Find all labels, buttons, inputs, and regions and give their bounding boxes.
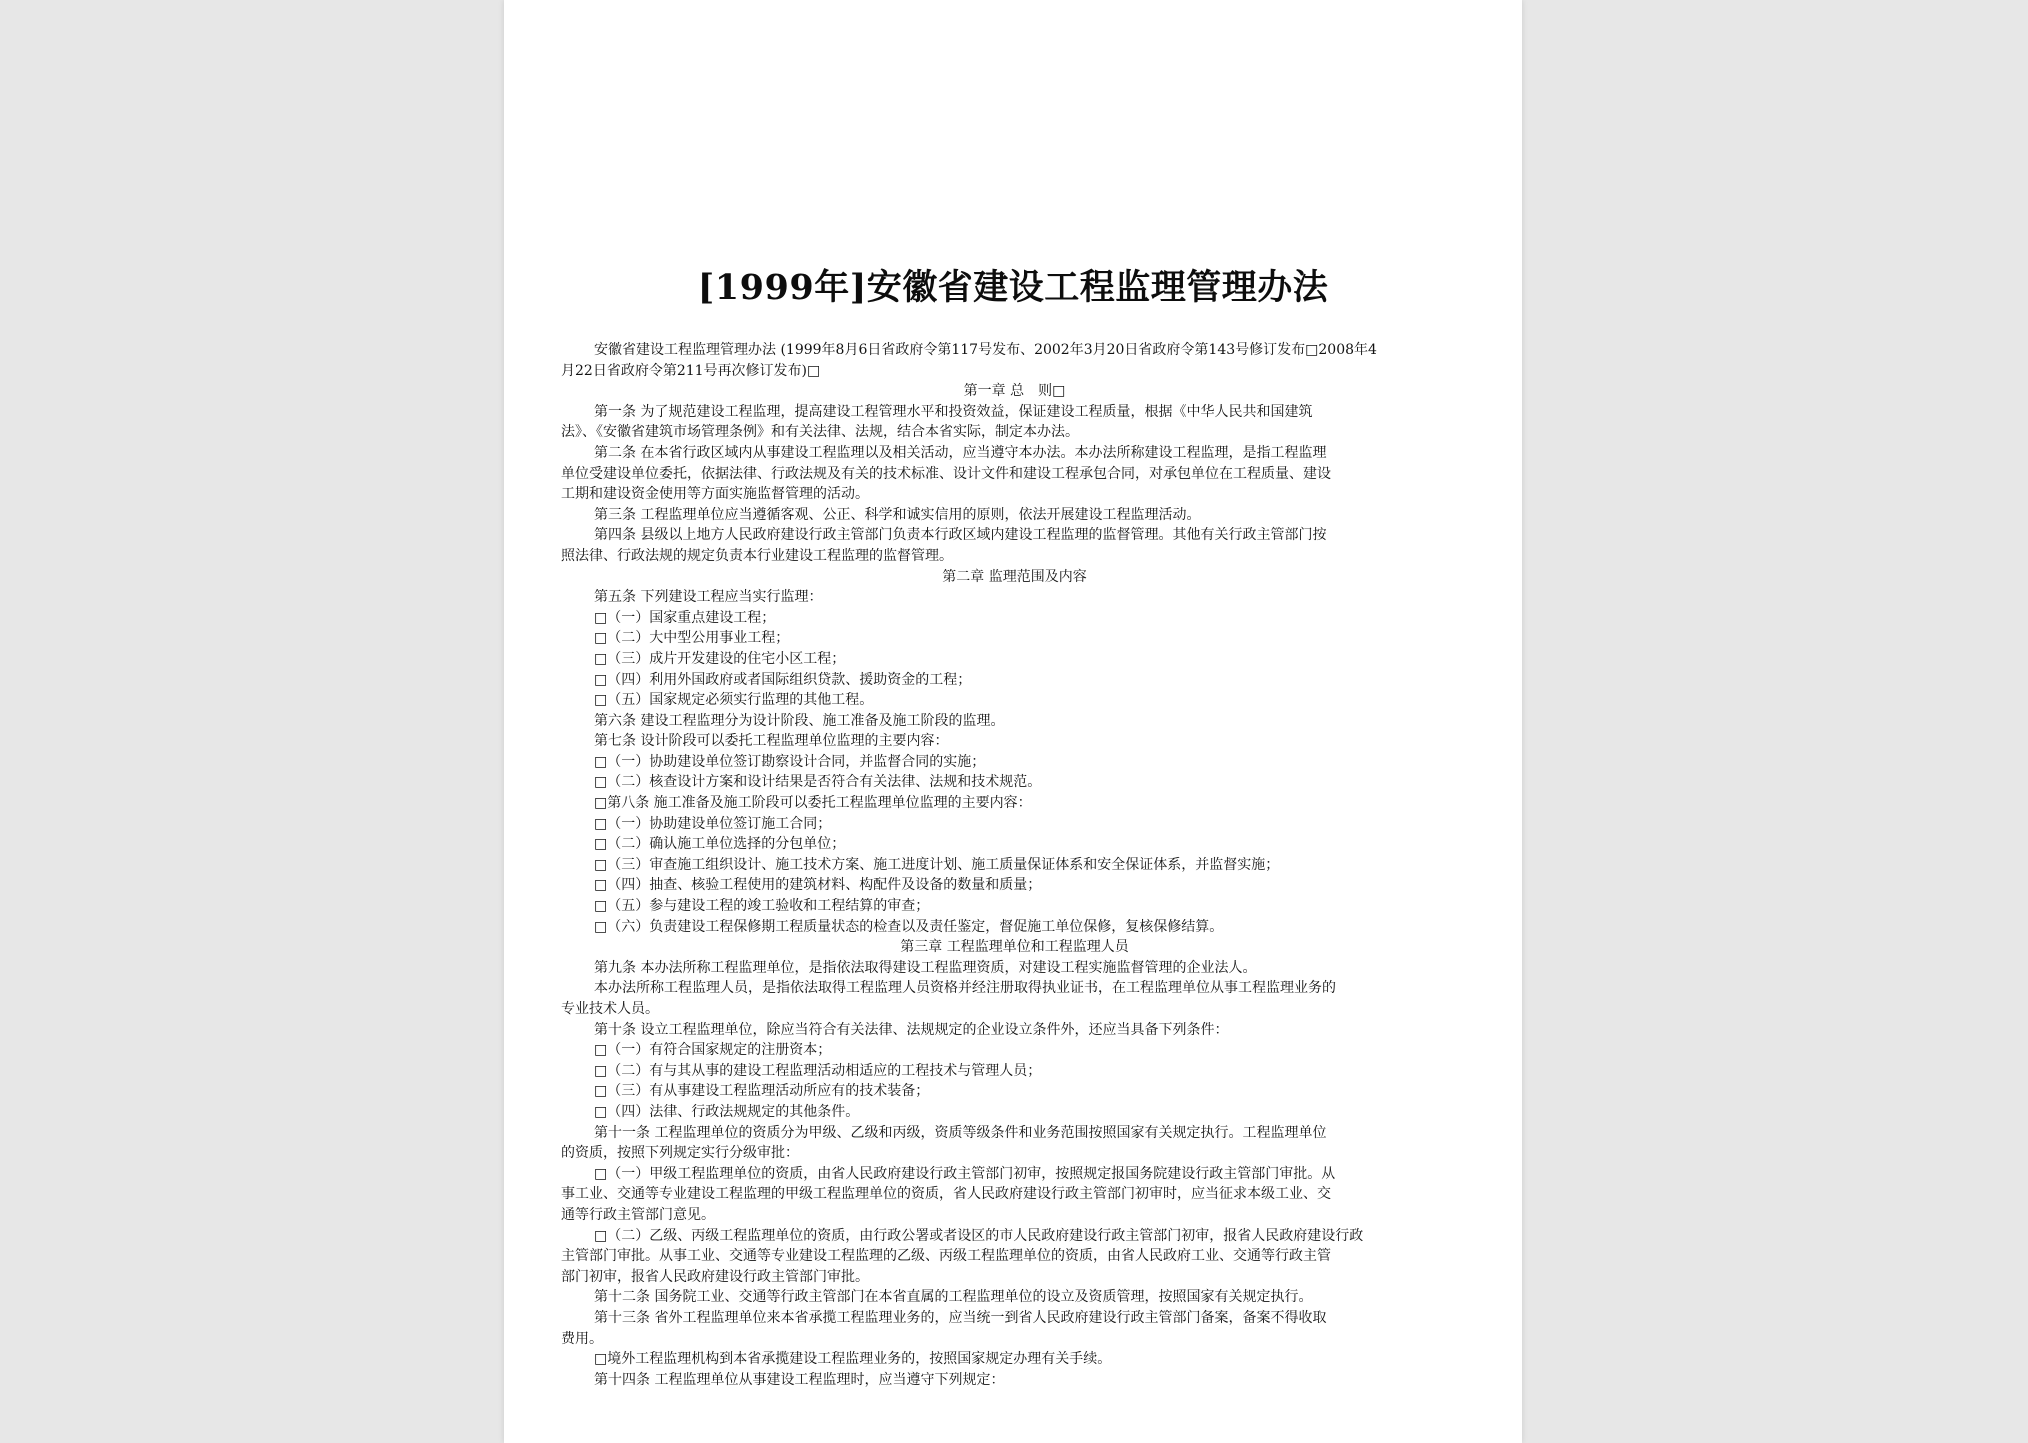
text-line: □（四）法律、行政法规规定的其他条件。 <box>594 1103 860 1120</box>
text-line: □（二）核查设计方案和设计结果是否符合有关法律、法规和技术规范。 <box>594 774 1042 791</box>
text-line: □（一）协助建设单位签订施工合同； <box>594 815 832 832</box>
text-line: 第十四条 工程监理单位从事建设工程监理时，应当遵守下列规定： <box>594 1371 1005 1388</box>
text-line: □（一）协助建设单位签订勘察设计合同，并监督合同的实施； <box>594 753 986 770</box>
text-line: □（三）成片开发建设的住宅小区工程； <box>594 650 846 667</box>
text-line: □（一）甲级工程监理单位的资质，由省人民政府建设行政主管部门初审，按照规定报国务院建设行政主管部门审批。从 <box>594 1165 1336 1182</box>
text-line: 第五条 下列建设工程应当实行监理： <box>594 589 823 606</box>
text-line: 单位受建设单位委托，依据法律、行政法规及有关的技术标准、设计文件和建设工程承包合同，对承包单位在工程质量、建设 <box>561 465 1331 482</box>
text-line: □（一）国家重点建设工程； <box>594 609 776 626</box>
text-line: 法》、《安徽省建筑市场管理条例》和有关法律、法规，结合本省实际，制定本办法。 <box>561 424 1079 441</box>
chapter-heading: 第一章 总 则□ <box>963 383 1066 400</box>
text-line: 本办法所称工程监理人员，是指依法取得工程监理人员资格并经注册取得执业证书，在工程监理单位从事工程监理业务的 <box>594 980 1336 997</box>
text-line: 第七条 设计阶段可以委托工程监理单位监理的主要内容： <box>594 733 949 750</box>
text-line: 第一条 为了规范建设工程监理，提高建设工程管理水平和投资效益，保证建设工程质量，根据《中华人民共和国建筑 <box>594 403 1313 420</box>
document-title: [1999年]安徽省建设工程监理管理办法 <box>697 267 1329 308</box>
text-line: 第六条 建设工程监理分为设计阶段、施工准备及施工阶段的监理。 <box>594 712 1005 729</box>
text-line: □（五）国家规定必须实行监理的其他工程。 <box>594 692 874 709</box>
document-page <box>504 0 1522 1443</box>
text-line: □（五）参与建设工程的竣工验收和工程结算的审查； <box>594 898 930 915</box>
text-line: □（一）有符合国家规定的注册资本； <box>594 1042 832 1059</box>
text-line: 费用。 <box>561 1330 603 1347</box>
text-line: 第十条 设立工程监理单位，除应当符合有关法律、法规规定的企业设立条件外，还应当具备下列条件： <box>594 1021 1229 1038</box>
text-line: □（二）乙级、丙级工程监理单位的资质，由行政公署或者设区的市人民政府建设行政主管部门初审，报省人民政府建设行政 <box>594 1227 1364 1244</box>
text-line: 第四条 县级以上地方人民政府建设行政主管部门负责本行政区域内建设工程监理的监督管理。其他有关行政主管部门按 <box>594 527 1327 544</box>
text-line: □（二）有与其从事的建设工程监理活动相适应的工程技术与管理人员； <box>594 1062 1042 1079</box>
text-line: 通等行政主管部门意见。 <box>561 1206 715 1223</box>
text-line: □（二）大中型公用事业工程； <box>594 630 790 647</box>
text-line: □（三）有从事建设工程监理活动所应有的技术装备； <box>594 1083 930 1100</box>
text-line: □第八条 施工准备及施工阶段可以委托工程监理单位监理的主要内容： <box>594 795 1032 812</box>
text-line: □（二）确认施工单位选择的分包单位； <box>594 836 846 853</box>
text-line: □（四）利用外国政府或者国际组织贷款、援助资金的工程； <box>594 671 972 688</box>
chapter-heading: 第三章 工程监理单位和工程监理人员 <box>900 939 1129 956</box>
text-line: 照法律、行政法规的规定负责本行业建设工程监理的监督管理。 <box>561 547 953 564</box>
text-line: □（六）负责建设工程保修期工程质量状态的检查以及责任鉴定，督促施工单位保修，复核保修结算。 <box>594 918 1224 935</box>
text-line: 第十二条 国务院工业、交通等行政主管部门在本省直属的工程监理单位的设立及资质管理，按照国家有关规定执行。 <box>594 1289 1313 1306</box>
document-body <box>561 340 1468 1390</box>
text-line: 工期和建设资金使用等方面实施监督管理的活动。 <box>561 486 869 503</box>
text-line: □（三）审查施工组织设计、施工技术方案、施工进度计划、施工质量保证体系和安全保证体系，并监督实施； <box>594 856 1280 873</box>
chapter-heading: 第二章 监理范围及内容 <box>942 568 1087 585</box>
text-line: 第十三条 省外工程监理单位来本省承揽工程监理业务的，应当统一到省人民政府建设行政主管部门备案，备案不得收取 <box>594 1309 1327 1326</box>
text-line: 月22日省政府令第211号再次修订发布)□ <box>561 362 821 379</box>
text-line: 第十一条 工程监理单位的资质分为甲级、乙级和丙级，资质等级条件和业务范围按照国家有关规定执行。工程监理单位 <box>594 1124 1327 1141</box>
text-line: 安徽省建设工程监理管理办法 (1999年8月6日省政府令第117号发布、2002年3月20日省政府令第143号修订发布□2008年4 <box>594 342 1377 358</box>
text-line: 部门初审，报省人民政府建设行政主管部门审批。 <box>561 1268 869 1285</box>
text-line: 专业技术人员。 <box>561 1001 659 1017</box>
text-line: □境外工程监理机构到本省承揽建设工程监理业务的，按照国家规定办理有关手续。 <box>594 1351 1112 1368</box>
text-line: 事工业、交通等专业建设工程监理的甲级工程监理单位的资质，省人民政府建设行政主管部门初审时，应当征求本级工业、交 <box>561 1186 1331 1203</box>
text-line: 的资质，按照下列规定实行分级审批： <box>561 1145 799 1162</box>
text-line: 第二条 在本省行政区域内从事建设工程监理以及相关活动，应当遵守本办法。本办法所称建设工程监理，是指工程监理 <box>594 444 1327 461</box>
text-line: 第九条 本办法所称工程监理单位，是指依法取得建设工程监理资质，对建设工程实施监督管理的企业法人。 <box>594 959 1257 976</box>
text-line: 第三条 工程监理单位应当遵循客观、公正、科学和诚实信用的原则，依法开展建设工程监理活动。 <box>594 506 1201 523</box>
text-line: 主管部门审批。从事工业、交通等专业建设工程监理的乙级、丙级工程监理单位的资质，由省人民政府工业、交通等行政主管 <box>561 1248 1331 1265</box>
text-line: □（四）抽查、核验工程使用的建筑材料、构配件及设备的数量和质量； <box>594 877 1042 894</box>
